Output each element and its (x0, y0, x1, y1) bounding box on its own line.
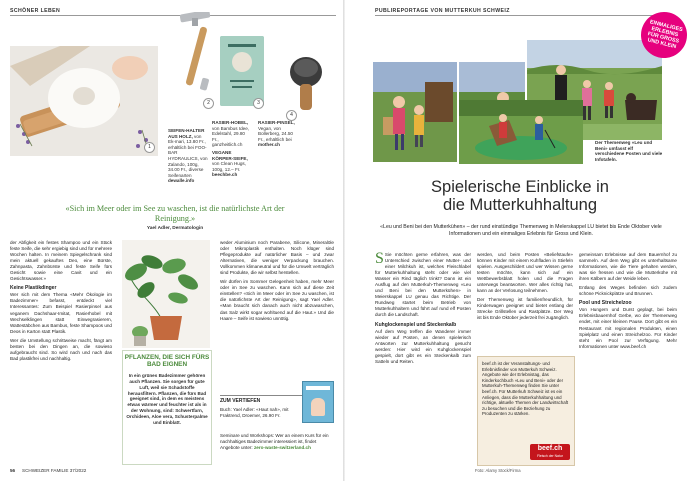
section-kicker: SCHÖNER LEBEN (10, 8, 61, 14)
photo-minigolf (459, 100, 583, 164)
paragraph: der Abfigkeit ein festes Shampoo und ein Stück feste Seife, die sehr ergiebig sind und für mehrere Wochen halten. In meinem Spiegelschrank sind mein aktuell gekauftes Deo, eine Bürste, Zahnpasta, Zahnbürste und feste Seife fürs Gesicht sowie eine Cavit und ein Gesichtswasser.» (10, 240, 112, 282)
soap-box-illustration (220, 36, 264, 106)
right-page (345, 0, 690, 481)
product-title-2: RASIER-HOBEL, (212, 120, 249, 125)
right-body-column-1 (375, 252, 471, 467)
kicker-rule (375, 15, 675, 16)
shaving-brush-photo (285, 56, 327, 114)
paragraph: weder Aluminium noch Parabene, Silicone, Mineralöle oder Mikroplastik enthalten. Noch klüger sind Pflegeprodukte auf natürlicher Basis – und zwar Alternativen, die weniger Verpackung brauchen. Vollkommen klimaneutral und für die Umwelt verträglich sind Produkte, die wir selbst herstellen. (220, 240, 334, 276)
beef-logo[interactable] (530, 444, 570, 460)
book-recommendation-box (220, 395, 334, 463)
product-text-3: von Clean Hugs, 100g, 12.– Fr. (212, 161, 246, 172)
paragraph: gemeinsam Erlebnisse auf dem Bauernhof zu sammeln. Auf dem Weg gibt es unterhaltsame Informationen, wie die Tiere gehalten werden, was sie fressen und wie die Mutterkühe mit ihren Kälbern auf der Weide leben. (579, 252, 677, 282)
product-title-4: RASIER-PINSEL, (258, 120, 295, 125)
minigolf-illustration (459, 100, 583, 164)
product-caption-2 (212, 120, 250, 148)
vegan-soap-box (220, 36, 264, 106)
advertorial-kicker: PUBLIREPORTAGE VON MUTTERKUH SCHWEIZ (375, 8, 510, 14)
paragraph: Auf dem Weg treffen die Wanderer immer wieder auf Posten, an denen spielerisch Antworten zur Mutterkuhhaltung gesucht werden: Hier wird ein Kuhglockenspiel gespielt, dort gibt es ein Steckenkalb zum Satteln und Reiten. (375, 328, 471, 364)
brush-illustration (285, 56, 327, 114)
left-body-column-1 (10, 240, 112, 465)
book-cover-figure (311, 398, 325, 416)
quote-author: Yael Adler, Dermatologin (146, 226, 204, 231)
soap-photo (10, 46, 158, 156)
product-link-1[interactable]: dewalle.info (168, 178, 195, 184)
left-body-column-2 (220, 240, 334, 388)
lead-paragraph: «Leu und Beni bei den Mutterkühen» – der rund einstündige Themenweg in Melerskappel LU bietet bis Ende Oktober viele Informationen und ein einmaliges Erlebnis für Gross und Klein. (380, 224, 662, 237)
product-title-1: SEIFEN-HALTER AUS HOLZ, (168, 128, 205, 139)
product-link-3[interactable]: beechbe.ch (212, 172, 238, 178)
product-text-4: Vegan, von Bollerberg, 24.50 Fr., erhältlich bei (258, 125, 293, 142)
product-text-1: von Ek-mari, 13.80 Fr., erhältlich bei FOO-BAR HYDRAULICS, von Zalando, 100g, 34.00 Fr., diverse Seifenarten (168, 133, 208, 178)
headline-line-1: Spielerische Einblicke in (431, 178, 609, 196)
headline-line-2: die Mutterkuhhaltung (442, 196, 598, 214)
product-text-2: von Bambus Idee, Edelstahl, 29.80 Fr., ganzheitlich.ch (212, 125, 250, 148)
plants-info-box (122, 350, 212, 465)
workshop-link[interactable]: zero-waste-switzerland.ch (253, 444, 311, 450)
beef-logo-name: beef.ch (537, 445, 563, 452)
product-number-3: 3 (253, 98, 264, 109)
plants-box-title: PFLANZEN, DIE SICH FÜRS BAD EIGNEN (124, 354, 210, 369)
beef-box-text: beef.ch ist der Veranstaltungs- und Erlebnisfinder von Mutterkuh Schweiz. Angebote wie der Erlebnistag, das Kinderkochbuch «Leu und Beni» oder der Mutterkuh-Themenweg finden Sie unter beef.ch. Für Mutterkuh Schweiz ist es ein Anliegen, dass die Mutterkuhhaltung und richtige, aktuelle Themen der Landwirtschaft zu besuchen und die Beziehung zu Produzenten zu stärken. (482, 361, 569, 417)
product-number-2: 2 (203, 98, 214, 109)
paragraph: Wer sich mit dem Thema «Mehr Ökologie im Badezimmer» befasst, entdeckt viel Interessantes: Zum Beispiel Rasierpinsel aus veganem Dachshaar-Imitat, Rasierhobel mit Wechselklingen statt Einwegrasierern, Wattestäbchen aus Bambus, feste Shampoos und Deos in Karton statt Plastik. (10, 292, 112, 334)
workshop-text (220, 433, 334, 450)
product-number-4: 4 (286, 110, 297, 121)
product-caption-1 (168, 128, 208, 184)
photo-caption: Der Themenweg «Leu und Beni» umfasst elf verschiedene Posten und viele Infotafeln. (595, 140, 663, 162)
right-body-column-2 (477, 252, 573, 352)
razor-photo (180, 12, 220, 110)
book-box-text: Buch: Yael Adler: «Haut nah», mit Fraktrend, Droemer, 26.90 Fr. (220, 407, 289, 418)
paragraph: werden, und beim Posten «Beliefstaufe» können Kinder mit einem Kuhfladen in Stiefeln spielen. Ausgeschildert und wer Wissen gerne testen möchte, kann sich auf ein Wettbewerbsblatt holen und die Fragen unterwegs beantworten. Wer alles richtig hat, kann an der Verlosung teilnehmen. (477, 252, 573, 294)
paragraph: Wir dürfen im Sommer Gelegenheit haben, mehr Meer oder im See zu waschen. Kann sich auf diese Zeit einstellen? «Sich im Meer oder im See zu waschen, ist die natürlichste Art der Reinigung», sagt Yael Adler. «Man braucht sich danach auch nicht abzuwaschen, das Salz wirkt sogar wohltuend auf die Haut.» Und die Haare – Seife ist sowieso unnötig. (220, 279, 334, 321)
subheading: Pool und Streichelzoo (579, 300, 632, 307)
magazine-name: SCHWEIZER FAMILIE 37/2022 (22, 468, 87, 473)
subheading: Kuhglockenspiel und Steckenkalb (375, 321, 457, 328)
product-link-4[interactable]: mother.ch (258, 142, 280, 148)
product-number-1: 1 (144, 142, 155, 153)
paragraph-text: Sie möchten gerne erfahren, was der Unterschied zwischen einer Mutter- und einer Milchkuh ist, welches Fleischlabel für Mutterkuhhaltung steht oder wie viel Wasser ein Rind täglich trinkt? Dann ist ein Ausflug auf den Mutterkuh-Themenweg «Leu und Beni bei den Mutterkühen» in Meierskappel LU genau das Richtige. Der Rundweg startet beim Betrieb von Mutterkuhhaltern und führt auf rund elf Posten durch die Landschaft. (375, 252, 471, 318)
plant-illustration (122, 240, 210, 348)
paragraph: Entlang des Weges befinden sich zudem schöne Picknickplätze und Brunnen. (579, 285, 677, 297)
pull-quote: «Sich im Meer oder im See zu waschen, ist die natürlichste Art der Reinigung.» (65, 204, 285, 223)
beef-info-box (477, 356, 575, 466)
subheading: Keine Plastikdinger (10, 285, 57, 292)
soap-illustration (10, 46, 158, 156)
kicker-rule (10, 15, 336, 16)
workshop-text-body: Seminare und Workshops: Wer an einem Kurs für ein nachhaltiges Badezimmer interessiert ist, findet Angebote unter: (220, 433, 329, 450)
book-cover (302, 381, 334, 423)
book-box-heading: ZUM VERTIEFEN (220, 398, 261, 404)
paragraph: Von Hungern und Durst geplagt, bei beim Erlebnisbauernhof Gerbe, wo der Themenweg endet, mit einer kleinen Pause. Dort gibt es ein Restaurant mit regionalen Produkten, einen Spielplatz und einen Streichelzoo. Für Kinder steht ein Pool zur Verfügung. Mehr Informationen unter www.beef.ch (579, 307, 677, 349)
right-body-column-3 (579, 252, 677, 467)
beef-logo-tagline: Fleisch der Natur (537, 454, 563, 458)
razor-illustration (180, 12, 220, 110)
product-caption-3 (212, 150, 250, 178)
plant-photo (122, 240, 210, 348)
paragraph (375, 252, 471, 319)
paragraph: Der Themenweg ist familienfreundlich, für Kinderwagen geeignet und bietet entlang der Strecke Grillstellen und Rastplätze. Der Weg ist bis Ende Oktober jederzeit frei zugänglich. (477, 297, 573, 321)
product-caption-4 (258, 120, 296, 148)
page-number: 56 (10, 468, 16, 473)
badge-text: EINMALIGES ERLEBNIS FÜR GROSS UND KLEIN (646, 18, 684, 51)
photo-credit: Foto: Alamy Stock/Firma (475, 468, 521, 473)
plants-box-text: In ein grünes Badezimmer gehören auch Pflanzen. Sie sorgen für gute Luft, weil sie Schadstoffe herausfiltern. Pflanzen, die fürs Bad geeignet sind, in dem es meistens etwas wärmer und feuchter ist als in der Wohnung, sind: Schwertfarn, Orchideen, Aloe vera, Schusterpalme und Einblatt. (126, 372, 208, 426)
book-cover-title-bar (306, 386, 330, 390)
paragraph: Wer die Umstellung schrittweise macht, fängt am besten bei den Dingen an, die sowieso aufgebraucht sind. So wird nach und nach das Bad plastikfrei und nachhaltig. (10, 337, 112, 361)
photo-children-posts (373, 62, 457, 162)
children-illustration (373, 62, 457, 162)
drop-cap: S (375, 252, 384, 267)
product-title-3: VEGANE KÖRPER-SEIFE, (212, 150, 248, 161)
